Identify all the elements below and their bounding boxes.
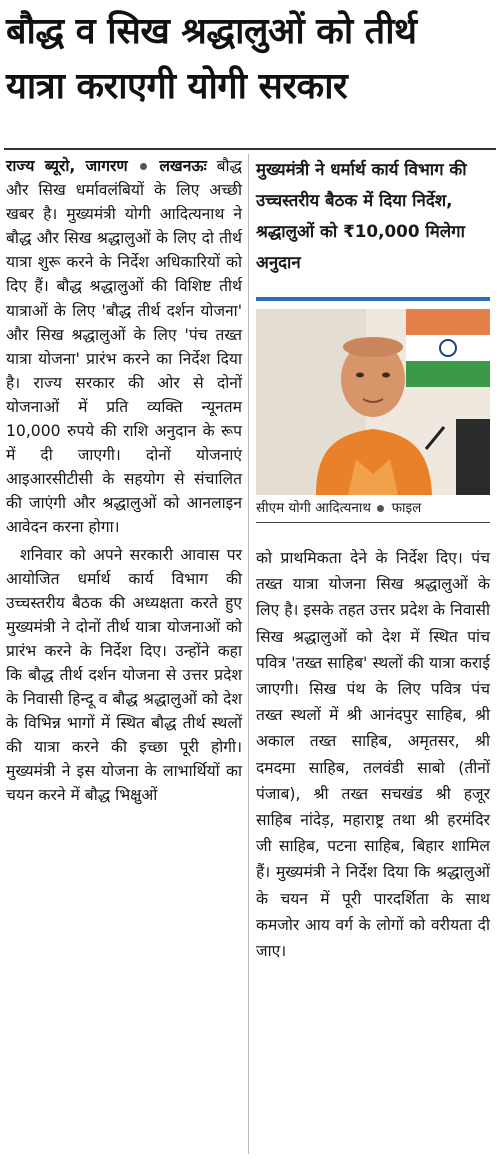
- photo-caption: [256, 497, 490, 519]
- body-paragraph-3: को प्राथमिकता देने के निर्देश दिए। पंच तख्त यात्रा योजना सिख श्रद्धालुओं के लिए है। इसके तहत उत्तर प्रदेश के निवासी सिख श्रद्धालुओं को देश में स्थित पांच पवित्र 'तख्त साहिब' स्थलों की यात्रा कराई जाएगी। सिख पंथ के लिए पवित्र पंच तख्त स्थलों में श्री आनंदपुर साहिब, श्री अकाल तख्त साहिब, अमृतसर, श्री दमदमा साहिब, तलवंडी साबो (तीनों पंजाब), श्री तख्त सचखंड श्री हजूर साहिब नांदेड़, महाराष्ट्र तथा श्री हरमंदिर जी साहिब, पटना साहिब, बिहार शामिल हैं। मुख्यमंत्री ने निर्देश दिया कि श्रद्धालुओं के चयन में पूरी पारदर्शिता के साथ कमजोर आय वर्ग के लोगों को वरीयता दी जाए।: [256, 549, 490, 961]
- deck-subheadline: मुख्यमंत्री ने धर्मार्थ कार्य विभाग की उच्चस्तरीय बैठक में दिया निर्देश, श्रद्धालुओं को ₹10,000 मिलेगा अनुदान: [256, 159, 467, 272]
- body-paragraph-2: शनिवार को अपने सरकारी आवास पर आयोजित धर्मार्थ कार्य विभाग की उच्चस्तरीय बैठक की अध्यक्षता करते हुए मुख्यमंत्री ने दोनों तीर्थ यात्रा योजनाओं को प्रारंभ करने के निर्देश दिए। उन्होंने कहा कि बौद्ध तीर्थ दर्शन योजना से उत्तर प्रदेश के निवासी हिन्दू व बौद्ध श्रद्धालुओं को देश के विभिन्न भागों में स्थित बौद्ध तीर्थ स्थलों की यात्रा करने की इच्छा पूरी होगी। मुख्यमंत्री ने इस योजना के लाभार्थियों का चयन करने में बौद्ध भिक्षुओं: [6, 545, 242, 805]
- body-paragraph-1: बौद्ध और सिख धर्मावलंबियों के लिए अच्छी खबर है। मुख्यमंत्री योगी आदित्यनाथ ने बौद्ध और सिख श्रद्धालुओं के लिए दो तीर्थ यात्रा शुरू करने के निर्देश अधिकारियों को दिए हैं। बौद्ध श्रद्धालुओं की विशिष्ट तीर्थ यात्राओं के लिए 'बौद्ध तीर्थ दर्शन योजना' और सिख श्रद्धालुओं के लिए 'पंच तख्त यात्रा योजना' प्रारंभ करने का निर्देश दिया है। राज्य सरकार की ओर से दोनों योजनाओं में प्रति व्यक्ति न्यूनतम 10,000 रुपये की राशि अनुदान के रूप में दी जाएगी। दोनों योजनाएं आइआरसीटीसी के सहयोग से संचालित की जाएंगी और श्रद्धालुओं को आनलाइन आवेदन करना होगा।: [6, 157, 242, 537]
- caption-name: सीएम योगी आदित्यनाथ: [256, 500, 371, 516]
- left-column: [6, 154, 242, 808]
- cm-photo: [256, 309, 490, 495]
- bullet-dot-icon: [140, 163, 147, 170]
- deck-rule: [256, 297, 490, 301]
- first-paragraph: [6, 154, 242, 540]
- headline: [6, 4, 494, 114]
- column-divider: [248, 154, 249, 1154]
- headline-line-2: यात्रा कराएगी योगी सरकार: [6, 66, 348, 107]
- byline-bureau: राज्य ब्यूरो, जागरण: [6, 157, 128, 175]
- cm-portrait-illustration: [256, 309, 490, 495]
- caption-source: फाइल: [391, 500, 422, 516]
- headline-line-1: बौद्ध व सिख श्रद्धालुओं को तीर्थ: [6, 11, 417, 52]
- headline-rule: [4, 148, 496, 150]
- byline-place: लखनऊः: [159, 157, 207, 175]
- caption-rule: [256, 522, 490, 523]
- caption-dot-icon: [377, 505, 384, 512]
